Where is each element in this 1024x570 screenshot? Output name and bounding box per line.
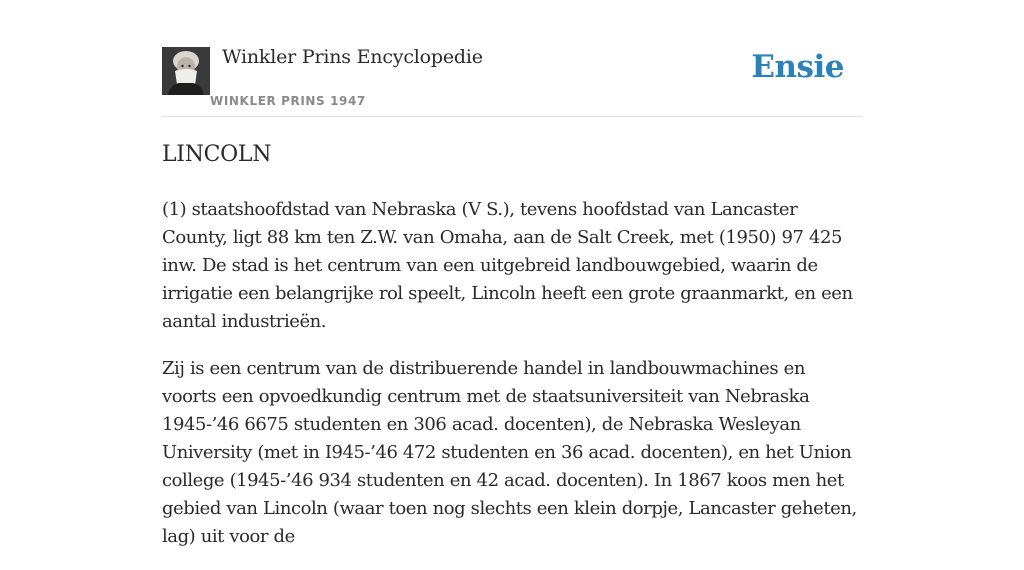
edition-label[interactable]: WINKLER PRINS 1947	[210, 94, 366, 108]
encyclopedia-title[interactable]: Winkler Prins Encyclopedie	[222, 46, 483, 68]
bearded-man-portrait-icon	[162, 47, 210, 95]
ensie-logo[interactable]: Ensie	[751, 49, 844, 85]
entry-paragraph-1: (1) staatshoofdstad van Nebraska (V S.), tevens hoofdstad van Lancaster County, ligt 88 km ten Z.W. van Omaha, aan de Salt Creek, met (1950) 97 425 inw. De stad is het centrum van een uitgebreid landbouwgebied, waarin de irrigatie een belangrijke rol speelt, Lincoln heeft een grote graanmarkt, en een aantal industrieën.	[162, 199, 853, 332]
avatar[interactable]	[162, 47, 210, 95]
entry-content	[162, 140, 862, 570]
entry-paragraph-2: Zij is een centrum van de distribuerende handel in landbouwmachines en voorts een opvoedkundig centrum met de staatsuniversiteit van Nebraska 1945-’46 6675 studenten en 306 acad. docenten), de Nebraska Wesleyan University (met in I945-’46 472 studenten en 36 acad. docenten), en het Union college (1945-’46 934 studenten en 42 acad. docenten). In 1867 koos men het gebied van Lincoln (waar toen nog slechts een klein dorpje, Lancaster geheten, lag) uit voor de	[162, 358, 857, 547]
site-header	[162, 44, 862, 117]
entry-title: LINCOLN	[162, 142, 272, 167]
